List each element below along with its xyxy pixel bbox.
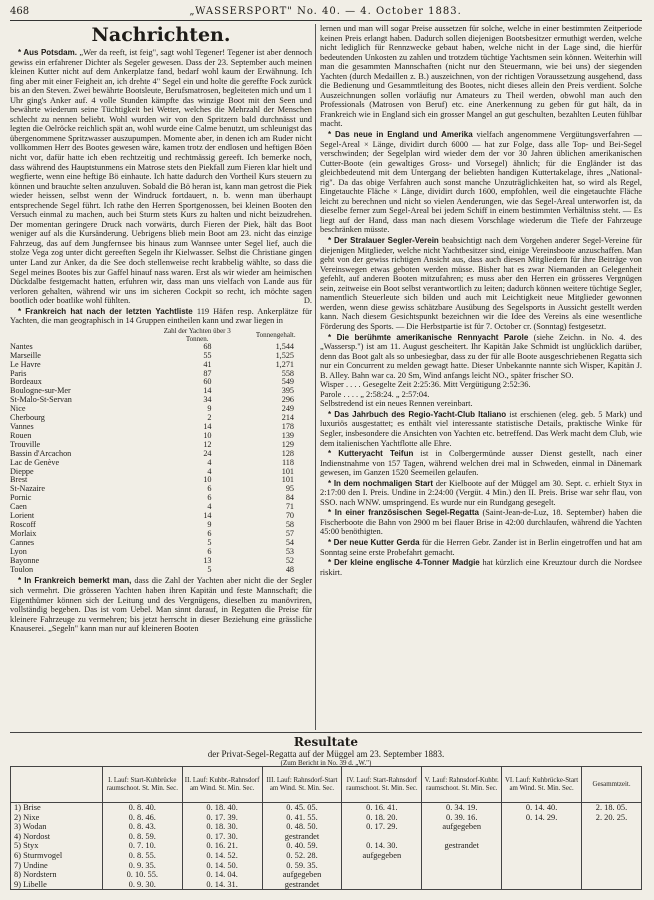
lap-time: 0. 17. 39. <box>182 813 262 823</box>
port-row <box>10 548 312 557</box>
port-row <box>10 512 312 521</box>
lap-time: 0. 14. 52. <box>182 851 262 861</box>
lap-time: aufgegeben <box>422 822 502 832</box>
port-tons: 1,271 <box>275 359 294 369</box>
running-header <box>10 6 642 20</box>
lap-time: 0. 8. 40. <box>102 803 182 813</box>
lap-time: 0. 14. 40. <box>502 803 582 813</box>
column-header-yachts: Zahl der Yachten über 3 Tonnen. <box>163 326 231 343</box>
lap-time: 0. 9. 35. <box>102 861 182 871</box>
article-lead: * Der kleine englische 4-Tonner Madgie <box>328 558 480 568</box>
port-name: Cherbourg <box>10 413 45 423</box>
lap-time <box>582 841 642 851</box>
port-name: Nantes <box>10 341 33 351</box>
port-name: Lyon <box>10 546 27 556</box>
lap-time: 0. 14. 30. <box>342 841 422 851</box>
port-tons: 52 <box>285 555 294 565</box>
port-yachts: 6 <box>207 484 212 494</box>
lap-time <box>422 880 502 890</box>
port-tons: 128 <box>281 448 294 458</box>
article-nochmaliger-start <box>320 479 642 508</box>
port-yachts: 41 <box>203 359 212 369</box>
port-name: Pornic <box>10 493 32 503</box>
lap-time <box>422 870 502 880</box>
lap-time: 0. 48. 50. <box>262 822 342 832</box>
article-gerda <box>320 538 642 557</box>
port-row <box>10 459 312 468</box>
port-tons: 178 <box>281 422 294 432</box>
result-row <box>11 870 642 880</box>
lauf-column-header: III. Lauf: Rahnsdorf-Start am Wind. St. Min. Sec. <box>262 767 342 803</box>
boat-name: 1) Brise <box>11 803 103 813</box>
section-title: Nachrichten. <box>91 24 231 46</box>
article-lead: * Frankreich hat nach der letzten Yachtliste <box>18 306 193 316</box>
port-row <box>10 530 312 539</box>
boat-column-header <box>11 767 103 803</box>
article-lead: * Das Jahrbuch des Regio-Yacht-Club Italiano <box>328 409 507 419</box>
boat-name: 4) Nordost <box>11 832 103 842</box>
lap-time: gestrandet <box>262 880 342 890</box>
port-name: Bayonne <box>10 555 40 565</box>
header-rule <box>10 20 642 21</box>
port-tons: 58 <box>285 519 294 529</box>
article-body: hat kürzlich eine Kreuztour durch die Nordsee riskirt. <box>320 558 642 577</box>
port-tons: 95 <box>285 484 294 494</box>
article-lead: * Die berühmte amerikanische Rennyacht Parole <box>328 332 529 342</box>
lap-time <box>502 880 582 890</box>
lauf-column-header: VI. Lauf: Kuhbrücke-Start am Wind. St. Min. Sec. <box>502 767 582 803</box>
lap-time <box>422 861 502 871</box>
port-tons: 84 <box>285 493 294 503</box>
port-tons: 1,525 <box>275 350 294 360</box>
lap-time <box>582 870 642 880</box>
port-tons: 296 <box>281 395 294 405</box>
port-tons: 48 <box>285 564 294 574</box>
port-yachts: 6 <box>207 546 212 556</box>
port-name: Nice <box>10 404 26 414</box>
article-lead: * In einer französischen Segel-Regatta <box>328 508 479 518</box>
port-tons: 214 <box>281 413 294 423</box>
boat-name: 9) Libelle <box>11 880 103 890</box>
port-tons: 101 <box>281 475 294 485</box>
port-name: St-Nazaire <box>10 484 46 494</box>
article-body: Selbstredend ist ein neues Rennen vereinbart. <box>320 399 473 409</box>
boat-name: 6) Sturmvogel <box>11 851 103 861</box>
results-subtitle: der Privat-Segel-Regatta auf der Müggel am 23. September 1883. <box>207 749 445 759</box>
article-body: beabsichtigt nach dem Vorgehen anderer Segel-Vereine für diejenigen Mitglieder, welche nicht Yachtbesitzer sind, einige Vereinsboote anzuschaffen. Man geht von der gewiss richtigen Ansicht aus, dass auch diesen Mitgliedern für ihre Beiträge von Vereinswegen etwas geboten werden müsse. Bisher hat es zwar Niemanden an Gelegenheit gefehlt, auf anderen Booten mitzufahren; es muss aber den Herren ein grösseres Vergnügen sein, zeitweise ein Boot selbst verantwortlich zu leiten; dadurch können weitere tüchtige Segler, namentlich Steuerleute sich bilden und auch mit Leichtigkeit neue Mitglieder gewonnen werden, wenn diese gewiss schätzbare Ausübung des Segelsports in Aussicht gestellt werden kann. Nach diesem Gesichtspunkt bezeichnen wir die Idee des Vereins als eine wesentliche Förderung des Sports. — Die Herbstpartie ist für 7. October cr. (Sonntag) festgesetzt. <box>320 236 642 331</box>
lap-time: 0. 14. 50. <box>182 861 262 871</box>
lap-time: 0. 59. 35. <box>262 861 342 871</box>
article-frankreich-segler <box>10 576 312 633</box>
port-row <box>10 485 312 494</box>
port-tons: 53 <box>285 546 294 556</box>
port-name: Cannes <box>10 537 35 547</box>
lap-time: 0. 14. 31. <box>182 880 262 890</box>
lap-time: gestrandet <box>422 841 502 851</box>
port-yachts: 87 <box>203 368 212 378</box>
port-row <box>10 414 312 423</box>
boat-name: 3) Wodan <box>11 822 103 832</box>
port-name: Le Havre <box>10 359 41 369</box>
port-yachts: 4 <box>207 502 212 512</box>
article-body: lernen und man will sogar Preise aussetzen für solche, welche in einer bestimmten Zeitperiode keinen Preis erlangt haben. Dadurch sollen diejenigen Bootsbesitzer ermuthigt werden, welche nicht lediglich für Rennzwecke gebaut haben, welche nicht in der Lage sind, die hierfür bedeutenden Unkosten zu zahlen und trotzdem tüchtige Yachtsmen sein können. Weiterhin will man die gesammten Mannschaften (nicht nur den Steuermann, wie bei uns) der siegenden Yachten (durch Medaillen z. B.) auszeichnen, von der richtigen Voraussetzung ausgehend, dass die Bedienung und Gesammtleitung des Bootes, nicht dieses allein den Preis verdient. Solche Auszeichnungen sollen vorläufig nur Amateurs zu Theil werden, obwohl man auch den Professionals (Matrosen von Beruf) etc. eine Anerkennung zu geben für gut hält, da in Frankreich wie in England sich ein grosser Mangel an gut geschulten, bezahlten Leuten fühlbar macht. <box>320 24 642 129</box>
article-lead: * Der Stralauer Segler-Verein <box>328 236 439 246</box>
article-body: der Kielboote auf der Müggel am 30. Sept. c. erhielt Styx in 2:17:00 den I. Preis. Undine in 2:24:00 (Vergüt. 4 Min.) den II. Preis. Brise war sehr flau, von SSO. nach WNW. umspringend. Es wurde nur ein Rundgang gesegelt. <box>320 478 642 507</box>
port-tons: 57 <box>285 528 294 538</box>
lap-time: 0. 17. 29. <box>342 822 422 832</box>
article-lead: * Kutteryacht Teifun <box>328 449 414 459</box>
article-body: (Saint-Jean-de-Luz, 18. September) haben die Fischerboote die Bahn von 2900 m bei flauer Brise in 42:00 durchlaufen, während die Yachten 45:00 benöthigten. <box>320 508 642 537</box>
port-yachts: 9 <box>207 519 212 529</box>
lap-time: gestrandet <box>262 832 342 842</box>
article-franz-regatta <box>320 508 642 537</box>
article-body: für die Herren Gebr. Zander ist in Berlin eingetroffen und hat am Sonntag seine erste Probefahrt gemacht. <box>320 537 642 557</box>
boat-name: 8) Nordstern <box>11 870 103 880</box>
article-stralauer <box>320 236 642 331</box>
port-yachts: 6 <box>207 528 212 538</box>
port-row <box>10 432 312 441</box>
port-name: Morlaix <box>10 528 37 538</box>
lap-time: 0. 41. 55. <box>262 813 342 823</box>
port-yachts: 10 <box>203 430 212 440</box>
port-row <box>10 361 312 370</box>
lap-time <box>582 822 642 832</box>
lauf-column-header: II. Lauf: Kuhbr.-Rahnsdorf am Wind. St. Min. Sec. <box>182 767 262 803</box>
port-name: Paris <box>10 368 27 378</box>
port-row <box>10 539 312 548</box>
lap-time: 0. 14. 04. <box>182 870 262 880</box>
lap-time: 0. 34. 19. <box>422 803 502 813</box>
article-body: ist in Colbergermünde ausser Dienst gestellt, nach einer Indienstnahme von 157 Tagen, während welchen drei mal in Schweden, einmal in Dänemark gewesen, im Ganzen 1520 Seemeilen gelaufen. <box>320 449 642 478</box>
lap-time <box>342 880 422 890</box>
boat-name: 2) Nixe <box>11 813 103 823</box>
results-heading <box>10 736 642 767</box>
lap-time <box>502 861 582 871</box>
lap-time <box>502 822 582 832</box>
lap-time: 0. 40. 59. <box>262 841 342 851</box>
port-yachts: 34 <box>203 395 212 405</box>
port-tons: 118 <box>282 457 294 467</box>
port-name: Caen <box>10 502 27 512</box>
port-row <box>10 521 312 530</box>
port-yachts: 60 <box>203 377 212 387</box>
lap-time <box>342 861 422 871</box>
article-signature: D. <box>303 296 312 306</box>
port-tons: 129 <box>281 439 294 449</box>
port-name: Roscoff <box>10 519 36 529</box>
lap-time <box>582 861 642 871</box>
lap-time: 0. 9. 30. <box>102 880 182 890</box>
port-name: St-Malo-St-Servan <box>10 395 72 405</box>
lap-time: 0. 18. 20. <box>342 813 422 823</box>
lap-time: 2. 18. 05. <box>582 803 642 813</box>
lap-time: 0. 17. 30. <box>182 832 262 842</box>
port-name: Toulon <box>10 564 34 574</box>
port-name: Lac de Genève <box>10 457 60 467</box>
port-row <box>10 468 312 477</box>
port-yachts: 13 <box>203 555 212 565</box>
port-yachts: 24 <box>203 448 212 458</box>
lap-time: 0. 10. 55. <box>102 870 182 880</box>
port-yachts: 5 <box>207 564 212 574</box>
result-row <box>11 851 642 861</box>
results-rule <box>10 732 642 733</box>
lap-time <box>422 851 502 861</box>
lap-time <box>582 851 642 861</box>
port-row <box>10 566 312 575</box>
port-yachts: 68 <box>203 341 212 351</box>
article-lead: * Aus Potsdam. <box>18 48 77 57</box>
article-lead: * In dem nochmaligen Start <box>328 478 434 488</box>
port-row <box>10 405 312 414</box>
results-table <box>10 766 642 890</box>
port-row <box>10 557 312 566</box>
port-row <box>10 396 312 405</box>
article-potsdam <box>10 48 312 306</box>
article-body: dass die Zahl der Yachten aber nicht die der Segler sich vermehrt. Die grösseren Yachten haben ihren Kapitän und feste Mannschaft; die Eigenthümer können sich der Leitung und des Vergnügens, dieselben zu manövriren, vollständig begeben. Das ist vom Uebel. Man sinnt darauf, in Regatten die Preise für kleinere Fahrzeuge zu vermehren; bis jetzt herrscht in dieser Beziehung eine grässliche Knauserei. „Segeln" kann man nur auf kleineren Booten <box>10 576 312 634</box>
result-row <box>11 832 642 842</box>
article-lead: * Das neue in England und Amerika <box>328 130 473 140</box>
result-row <box>11 822 642 832</box>
port-tons: 249 <box>281 404 294 414</box>
port-name: Trouville <box>10 439 41 449</box>
port-name: Dieppe <box>10 466 34 476</box>
lap-time <box>502 832 582 842</box>
port-yachts: 14 <box>203 422 212 432</box>
ports-table <box>10 327 312 575</box>
port-name: Bordeaux <box>10 377 42 387</box>
port-name: Boulogne-sur-Mer <box>10 386 71 396</box>
lap-time: 0. 8. 55. <box>102 851 182 861</box>
port-name: Marseille <box>10 350 41 360</box>
lap-time: 0. 52. 28. <box>262 851 342 861</box>
right-column <box>320 24 642 730</box>
port-tons: 395 <box>281 386 294 396</box>
result-row <box>11 861 642 871</box>
article-jahrbuch <box>320 410 642 448</box>
result-row <box>11 841 642 851</box>
article-lead: * Der neue Kutter Gerda <box>328 537 420 547</box>
port-yachts: 4 <box>207 466 212 476</box>
port-name: Vannes <box>10 422 34 432</box>
port-row <box>10 503 312 512</box>
left-column <box>10 24 312 730</box>
port-yachts: 5 <box>207 537 212 547</box>
column-divider <box>315 24 316 730</box>
article-teifun <box>320 449 642 478</box>
lap-time: 0. 18. 30. <box>182 822 262 832</box>
result-row <box>11 880 642 890</box>
result-parole: Parole . . . . „ 2:58:24. „ 2:57:04. <box>320 389 430 399</box>
port-tons: 71 <box>285 502 294 512</box>
lap-time: 0. 14. 29. <box>502 813 582 823</box>
lap-time <box>582 832 642 842</box>
lap-time <box>502 841 582 851</box>
lap-time <box>502 870 582 880</box>
port-yachts: 14 <box>203 386 212 396</box>
port-row <box>10 352 312 361</box>
article-frankreich-yachtliste <box>10 307 312 326</box>
port-yachts: 9 <box>207 404 212 414</box>
article-body: „Wer da reeft, ist feig", sagt wohl Tegener! Tegener ist aber dennoch gewiss ein erfahrener Dichter als Segeler gewesen. Dass der 23. September auch meinen kleinen Kutter nicht auf dem Ankerplatze fand, bedarf wohl kaum der Erwähnung. Ich fing aber mit einer Feigheit an, ich drehte 4" Segel ein und holte die gereffte Fock zurück bis an den Steven. Zwei bewährte Bootsleute, Berufsmatrosen, begleiteten mich und um 1 Uhr ging's Anker auf. 4 volle Stunden kämpfte das winzige Boot mit den Seen und bewährte wiederum seine Tüchtigkeit bei Wetter, welches die Mehrzahl der Menschen schlecht zu nennen beliebt. Wohl wurden wir von den Spritzern bald durchnässt und legten die Oelröcke reichlich spät an, wohl wurde eine Calme benutzt, um schleunigst das übergenommene Spritzwasser auszupumpen. Momente aber, in denen ich am Ruder nicht vollkommen Herr des Bootes gewesen wäre, kamen trotz der endlosen und heftigen Böen nicht vor, dafür hatte ich eben rechtzeitig und rechtmässig gereeft. Ich bemerke noch, dass während des Hauptstunmens ein Matrose stets den Piekfall zum Fieren klar hielt und wegfierte, wenn eine heftige Bö einhaute. Ich hatte dadurch den Vortheil Kurs steuern zu können und brauchte selten anzuluven. Sobald die Bö heran ist, kann man getrost die Piek wieder heissen, selbst wenn der Windruck fortdauert, n. b. wenn man überhaupt entsprechende Segel führt. Ich rathe den Herren Sportgenossen, bei kleinen Booten den Versuch einmal zu machen, auch bei Sturm stets Kurs zu halten und nicht beizudrehen. Der momentan geringere Druck nach vorwärts, durch Fieren der Piek, hält das Boot weniger auf als die Kursänderung. Uebrigens blieb mein Boot am 23. nicht das einzige Fahrzeug, das auf dem Jungfernsee bis hinaus zum Wannsee unter Segel lief, auch die stolze Vega zog unter dicht gereeften Segeln ihr Kielwasser. Selbst die Christiane gingen unter Land zur Anker, da die See doch stellenweise recht krabbelig wählte, so dass die Segel meines Bootes bis zur Gaffel hinauf nass waren. Erst als wir wieder am heimischen Dückdalbe festgemacht hatten, erfuhren wir, dass man uns vielfach von Lande aus für verloren gehalten, während wir uns im sicheren Cockpit so recht, ich möchte sagen bootlich oder boatlike wohl fühlten. <box>10 48 312 306</box>
port-yachts: 4 <box>207 457 212 467</box>
boat-name: 5) Styx <box>11 841 103 851</box>
article-lead: * In Frankreich bemerkt man, <box>18 576 132 586</box>
port-yachts: 6 <box>207 493 212 503</box>
port-yachts: 55 <box>203 350 212 360</box>
article-body: ist erschienen (eleg. geb. 5 Mark) und luxuriös ausgestattet; es enthält viel interessante statistische Details, praktische Winke für Segler, insbesondere die Ansichten von Yachten etc. betreffend. Das Werk macht dem Club, wie dem italienischen Yachtflotte alle Ehre. <box>320 409 642 448</box>
lap-time: 0. 39. 16. <box>422 813 502 823</box>
boat-name: 7) Undine <box>11 861 103 871</box>
port-row <box>10 494 312 503</box>
article-england-amerika <box>320 130 642 235</box>
lap-time <box>342 832 422 842</box>
article-parole <box>320 333 642 409</box>
port-name: Rouen <box>10 430 32 440</box>
port-yachts: 12 <box>203 439 212 449</box>
lap-time: 0. 7. 10. <box>102 841 182 851</box>
lauf-column-header: IV. Lauf: Start-Rahnsdorf raumschoot. St. Min. Sec. <box>342 767 422 803</box>
port-yachts: 10 <box>203 475 212 485</box>
port-row <box>10 370 312 379</box>
article-body: (siehe Zeichn. in No. 4. des „Wassersp.") ist am 11. August gescheitert. Ihr Kapitän Jake Schmidt ist unglücklich darüber, denn das Boot galt als so unbesiegbar, dass zu der für alle Boote ausgeschriebenen Regatta sich nur ein Concurrent zu melden gewagt hatte. Dieser Unbekannte nannte sich Wisper, Kapitän J. B. Alley. Bahn war ca. 20 Sm, Wind anfangs leicht NO., später frischer SO. <box>320 332 642 380</box>
lap-time: 0. 16. 21. <box>182 841 262 851</box>
column-header-tons: Tonnengehalt. <box>255 330 296 339</box>
port-tons: 1,544 <box>275 341 294 351</box>
article-body: 119 Häfen resp. Ankerplätze für Yachten, die man geographisch in 14 Gruppen eintheilen kann und zwar liegen in <box>10 306 312 326</box>
port-yachts: 2 <box>207 413 212 423</box>
lap-time: 0. 16. 41. <box>342 803 422 813</box>
lauf-column-header: V. Lauf: Rahnsdorf-Kuhbr. raumschoot. St. Min. Sec. <box>422 767 502 803</box>
port-tons: 558 <box>281 368 294 378</box>
lap-time: 0. 8. 59. <box>102 832 182 842</box>
port-tons: 70 <box>285 511 294 521</box>
result-row <box>11 813 642 823</box>
lap-time <box>582 880 642 890</box>
lap-time <box>342 870 422 880</box>
lap-time: 0. 8. 46. <box>102 813 182 823</box>
lap-time: 0. 45. 05. <box>262 803 342 813</box>
port-tons: 54 <box>285 537 294 547</box>
port-name: Lorient <box>10 511 35 521</box>
port-tons: 549 <box>281 377 294 387</box>
lap-time: aufgegeben <box>342 851 422 861</box>
port-row <box>10 343 312 352</box>
lauf-column-header: Gesammtzeit. <box>582 767 642 803</box>
lap-time: 2. 20. 25. <box>582 813 642 823</box>
result-row <box>11 803 642 813</box>
article-continuation <box>320 24 642 129</box>
lap-time <box>422 832 502 842</box>
port-name: Brest <box>10 475 28 485</box>
port-row <box>10 423 312 432</box>
article-madgie <box>320 558 642 577</box>
lap-time <box>502 851 582 861</box>
article-body: vielfach angenommene Vergütungsverfahren — Segel-Areal × Länge, dividirt durch 6000 — hat zur Folge, dass alle Top- und Bei-Segel verschwinden; der Segelplan wird wieder dem der vor 30 Jahren üblichen amerikanischen Cutter-Boote (ein gewaltiges Gross- und Vorsegel) ähnlich; für die Engländer ist das gleichbedeutend mit dem Untergang der beliebten handigen Kuttertakelage, ihres „National-rig". Da das obige Verfahren auch sonst manche Unzuträglichkeiten hat, so wird als Regel, Eingetauchte Fläche × Länge, dividirt durch 1600, empfohlen, weil die eingetauchte Fläche leicht zu berechnen und nicht so vielen Aenderungen, wie das Segel-Areal unterworfen ist, da dieselbe ferner zum Segel-Areal bei jedem Schiff in einem bestimmten Verhältniss steht. — Es liegt auf der Hand, dass man nach diesem Vorschlage wiederum die Tiefe der Fahrzeuge beschränken müsste. <box>320 130 642 235</box>
page-number: 468 <box>10 6 30 17</box>
results-note: (Zum Bericht in No. 39 d. „W.") <box>280 759 372 767</box>
lap-time: 0. 18. 40. <box>182 803 262 813</box>
journal-title: „WASSERSPORT" No. 40. — 4. October 1883. <box>189 6 462 17</box>
port-tons: 139 <box>281 430 294 440</box>
lap-time: aufgegeben <box>262 870 342 880</box>
results-title: Resultate <box>293 735 359 749</box>
port-yachts: 14 <box>203 511 212 521</box>
port-row <box>10 476 312 485</box>
result-wisper: Wisper . . . . Gesegelte Zeit 2:25:36. Mitt Vergütigung 2:52:36. <box>320 380 531 390</box>
lap-time: 0. 8. 43. <box>102 822 182 832</box>
port-name: Bassin d'Arcachon <box>10 448 72 458</box>
port-tons: 101 <box>281 466 294 476</box>
lauf-column-header: I. Lauf: Start-Kuhbrücke raumschoot. St. Min. Sec. <box>102 767 182 803</box>
